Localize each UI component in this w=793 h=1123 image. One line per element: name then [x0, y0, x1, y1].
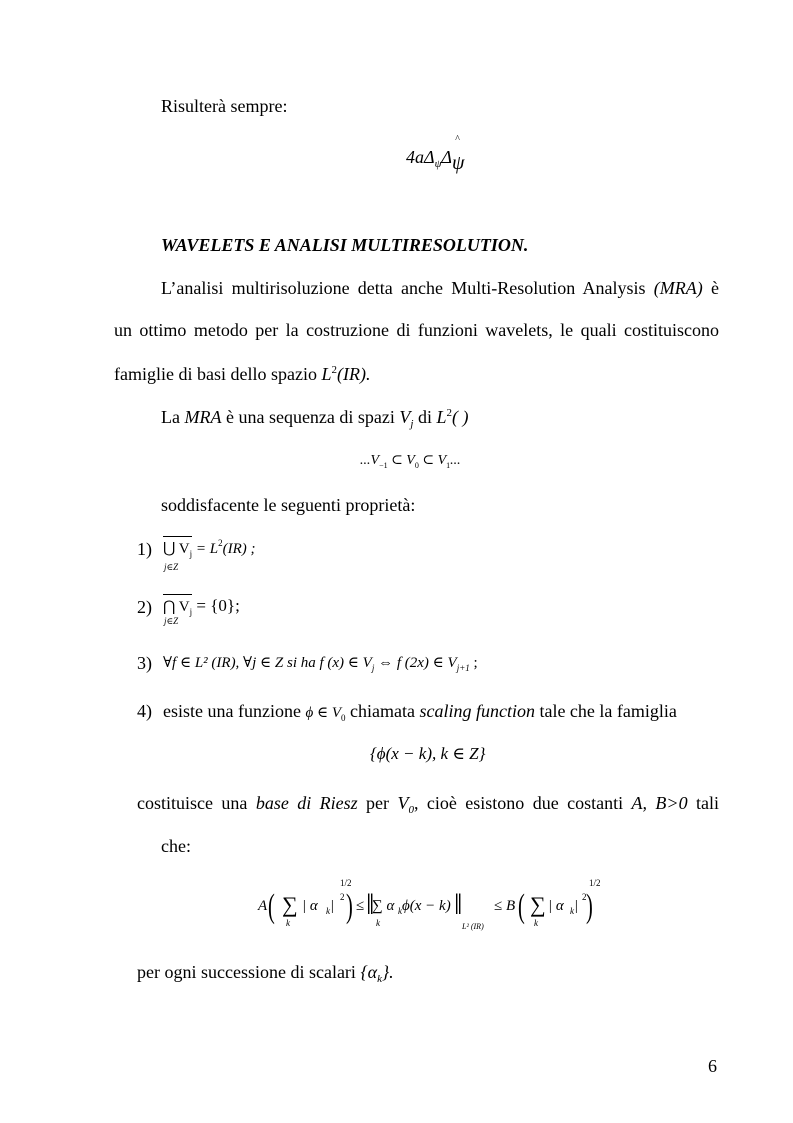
nested-spaces-chain: [360, 452, 461, 469]
para2-sup: 2: [446, 407, 452, 419]
item2-under: j∈Z: [164, 616, 179, 626]
item1-sup: 2: [218, 538, 223, 548]
ineq-abs-left: | α: [302, 898, 318, 914]
riesz-inequality: A ( ∑ k | α k | 2 ) 1/2 ≤ ‖ ∑ α k k ϕ(x − k) ‖ L² (IR) ≤ B ( ∑ k | α k | 2 ) 1/2: [258, 878, 601, 931]
para2-mid: è una sequenza di spazi: [221, 407, 400, 427]
item2-j: j: [189, 607, 193, 617]
ineq-norm-k: k: [376, 918, 380, 928]
para2-di: di: [413, 407, 437, 427]
mra-abbrev: (MRA): [653, 278, 703, 298]
section-heading: WAVELETS E ANALISI MULTIRESOLUTION.: [161, 235, 529, 255]
final-k: k: [377, 973, 382, 985]
chain-a: ...V: [360, 453, 380, 468]
ineq-phi: ϕ(x − k): [402, 898, 451, 914]
ineq-sum-right: ∑: [530, 892, 546, 917]
eq1-delta: Δ: [441, 147, 452, 167]
item1-formula: [163, 536, 256, 558]
item2-formula: [163, 594, 240, 616]
chain-c: ⊂ V: [418, 453, 447, 468]
para2-L: L: [436, 407, 447, 427]
item3-j: j: [371, 663, 375, 673]
scaling-function-term: scaling function: [419, 701, 535, 721]
para1-line1: [161, 278, 719, 299]
ineq-sq-left: 2: [340, 892, 345, 902]
para2-post: ( ): [452, 407, 469, 427]
ineq-alpha-k: k: [398, 906, 402, 916]
space-L-sup: 2: [331, 364, 337, 376]
ineq-sum-left-k: k: [286, 918, 290, 928]
final-pre: per ogni successione di scalari: [137, 962, 361, 982]
riesz-per: per: [357, 793, 398, 813]
ineq-abs-left-close: |: [330, 898, 335, 914]
chain-c-sub: 1: [446, 461, 451, 470]
union-symbol: ⋃: [163, 541, 176, 557]
intersection-symbol: ⋂: [163, 599, 176, 615]
item1-under: j∈Z: [164, 562, 179, 572]
chain-a-sub: −1: [379, 461, 388, 470]
item4-pre: esiste una funzione: [163, 701, 306, 721]
item4-mid: chiamata: [345, 701, 420, 721]
item3-number: 3): [137, 653, 152, 673]
riesz-pre: costituisce una: [137, 793, 256, 813]
riesz-V: V: [397, 793, 409, 813]
item2-rest: = {0};: [192, 596, 240, 615]
item4-post: tale che la famiglia: [534, 701, 677, 721]
ineq-abs-left-k: k: [326, 906, 330, 916]
chain-d: ...: [450, 453, 461, 468]
para1-line2: un ottimo metodo per la costruzione di funzioni wavelets, le quali costituiscono: [114, 320, 719, 340]
ineq-sq-right: 2: [582, 892, 587, 902]
space-L: L: [321, 364, 332, 384]
riesz-post: , cioè esistono due costanti: [413, 793, 632, 813]
che-text: che:: [161, 836, 191, 856]
ineq-sum-left: ∑: [282, 892, 298, 917]
properties-intro: soddisfacente le seguenti proprietà:: [161, 495, 416, 515]
eq1-psi: ψ: [452, 152, 465, 174]
para2-pre: La: [161, 407, 185, 427]
equation-uncertainty: [406, 134, 465, 174]
para1-line1-end: è: [702, 278, 719, 298]
item3-mid: ⇔ f (2x) ∈ V: [374, 655, 457, 671]
ineq-sum-right-k: k: [534, 918, 538, 928]
eq1-lhs: 4aΔ: [406, 147, 435, 167]
eq1-sub-psi: ψ: [434, 158, 442, 170]
item4-text: [163, 701, 677, 722]
item3-formula: [163, 653, 478, 672]
ineq-abs-right-k: k: [570, 906, 574, 916]
eq1-hat: ^: [455, 134, 460, 145]
ineq-le: ≤: [356, 898, 365, 914]
item3-j1: j+1: [456, 663, 470, 673]
item4-phi-sub: 0: [340, 713, 346, 723]
para1-line1-text: L’analisi multirisoluzione detta anche Multi-Resolution Analysis: [161, 278, 654, 298]
final-close: }.: [381, 962, 394, 982]
riesz-tali: tali: [687, 793, 719, 813]
item1-number: 1): [137, 539, 152, 559]
ineq-abs-right: | α: [548, 898, 564, 914]
riesz-base: base di Riesz: [255, 793, 358, 813]
para2-mra: MRA: [184, 407, 222, 427]
item4-number: 4): [137, 701, 152, 721]
item1-eq: = L: [192, 541, 219, 557]
final-set: {α: [360, 962, 378, 982]
item1-rest: (IR) ;: [222, 541, 256, 557]
para2: [161, 407, 469, 428]
riesz-line: [137, 793, 719, 814]
item2-number: 2): [137, 597, 152, 617]
item3-end: ;: [469, 655, 478, 671]
ineq-B: ≤ B: [494, 898, 516, 914]
ineq-norm-sum: ∑ α: [372, 898, 395, 914]
chain-b: ⊂ V: [387, 453, 415, 468]
riesz-constants: A, B>0: [631, 793, 688, 813]
final-line: [137, 962, 394, 983]
ineq-half-right: 1/2: [589, 878, 601, 888]
para2-j: j: [410, 418, 414, 430]
ineq-half-left: 1/2: [340, 878, 352, 888]
para2-V: V: [399, 407, 411, 427]
item1-j: j: [189, 549, 193, 559]
item2-V: V: [178, 599, 190, 615]
para1-line3-text: famiglie di basi dello spazio: [114, 364, 322, 384]
item3-text: ∀f ∈ L² (IR), ∀j ∈ Z si ha f (x) ∈ V: [163, 655, 372, 671]
para1-line3: [114, 364, 370, 385]
intro-text: Risulterà sempre:: [161, 96, 288, 116]
ineq-abs-right-close: |: [574, 898, 579, 914]
item4-phi: ϕ ∈ V: [305, 705, 341, 721]
family-formula: {ϕ(x − k), k ∈ Z}: [370, 744, 486, 763]
chain-b-sub: 0: [414, 461, 419, 470]
ineq-norm-space: L² (IR): [462, 922, 484, 931]
item1-V: V: [178, 541, 190, 557]
space-IR: (IR).: [336, 364, 371, 384]
riesz-sub: 0: [408, 804, 414, 816]
page-number: 6: [708, 1056, 717, 1076]
ineq-A: A: [258, 898, 268, 914]
